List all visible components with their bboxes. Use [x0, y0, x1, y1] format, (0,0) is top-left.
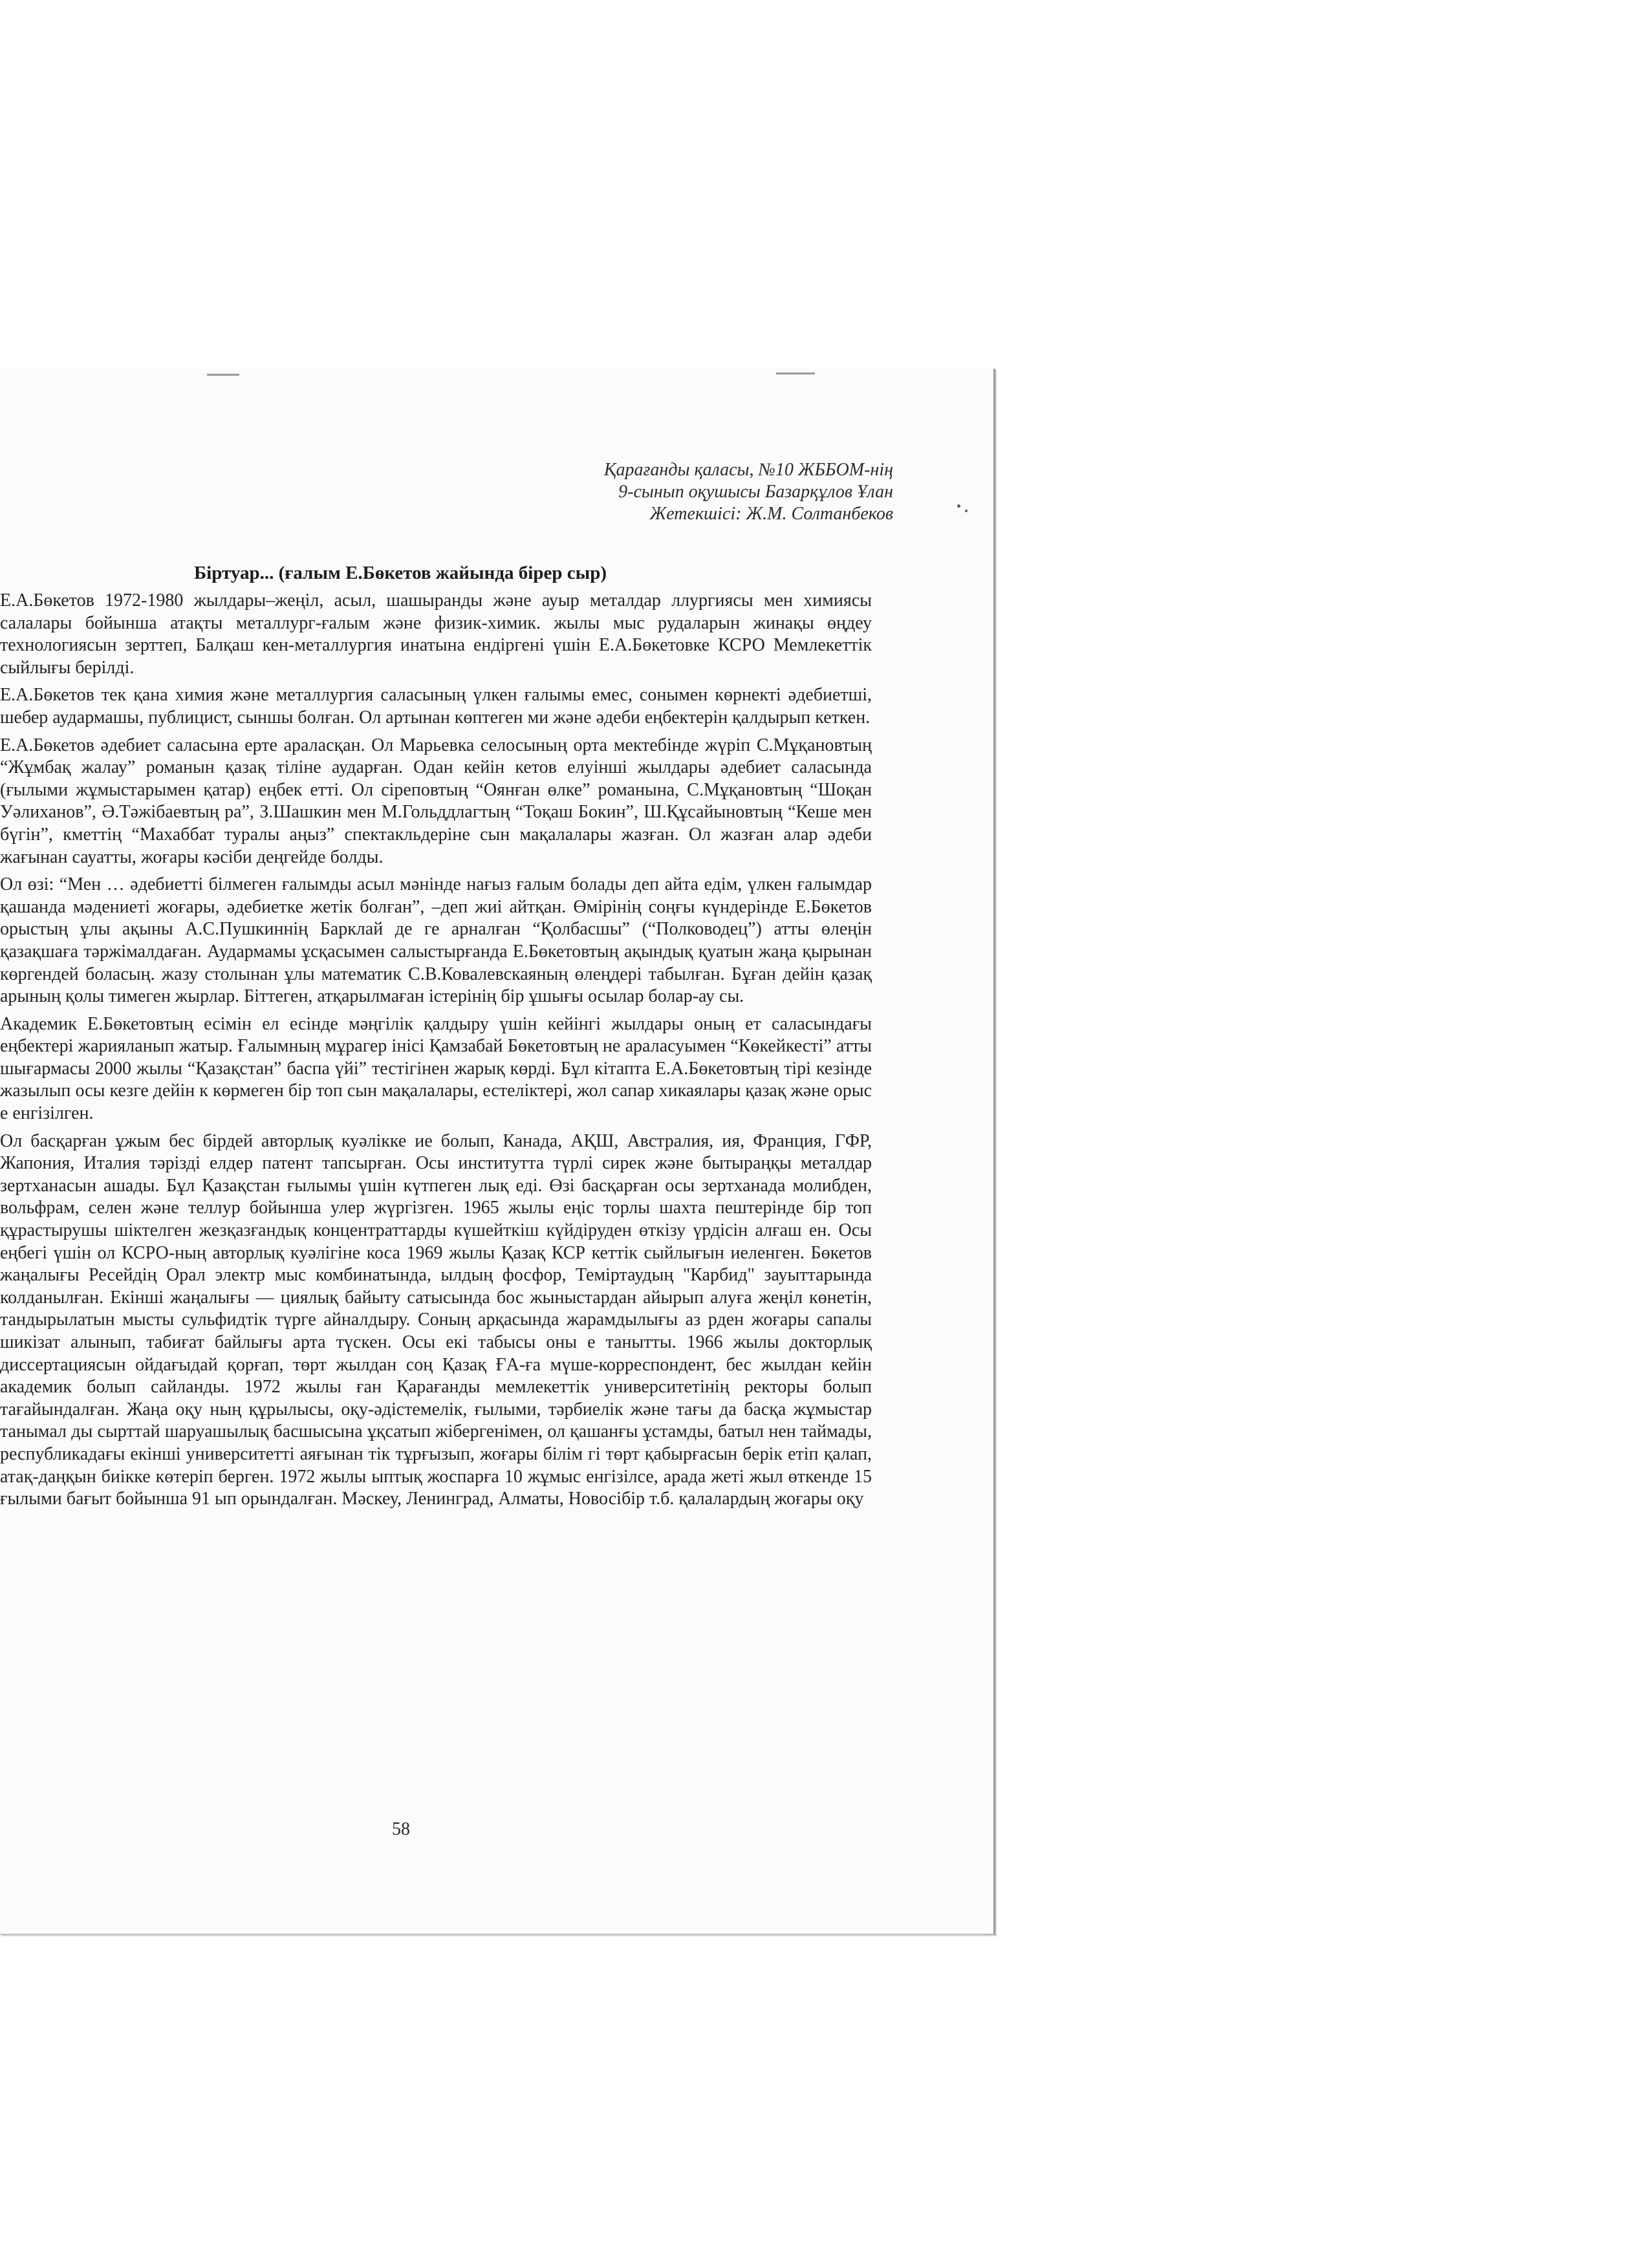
page-edge-shadow	[0, 1934, 984, 1940]
paragraph: Академик Е.Бөкетовтың есімін ел есінде мәңгілік қалдыру үшін кейінгі жылдары оның ет саласындағы еңбектері жарияланып жатыр. Ғалымның мұрагер інісі Қамзабай Бөкетовтың не араласуымен “Көкейкесті” атты шығармасы 2000 жылы “Қазақстан” баспа үйі” тестігінен жарық көрді. Бұл кітапта Е.А.Бөкетовтың тірі кезінде жазылып осы кезге дейін к көрмеген бір топ сын мақалалары, естеліктері, жол сапар хикаялары қазақ және орыс е енгізілген.	[0, 1013, 872, 1124]
page-number: 58	[392, 1819, 410, 1839]
paragraph: Е.А.Бөкетов тек қана химия және металлургия саласының үлкен ғалымы емес, сонымен көрнекті әдебиетші, шебер аудармашы, публицист, сыншы болған. Ол артынан көптеген ми және әдеби еңбектерін қалдырып кеткен.	[0, 685, 872, 728]
byline-school: Қарағанды қаласы, №10 ЖББОМ-нің	[603, 460, 893, 480]
paragraph: Е.А.Бөкетов әдебиет саласына ерте араласқан. Ол Марьевка селосының орта мектебінде жүріп С.Мұқановтың “Жұмбақ жалау” романын қазақ тіліне аударған. Одан кейін кетов елуінші жылдары әдебиет саласында (ғылыми жұмыстарымен қатар) еңбек етті. Ол сіреповтың “Оянған өлке” романына, С.Мұқановтың “Шоқан Уәлиханов”, Ә.Тәжібаевтың ра”, З.Шашкин мен М.Гольддлагтың “Тоқаш Бокин”, Ш.Құсайыновтың “Кеше мен бүгін”, кметтің “Махаббат туралы аңыз” спектакльдеріне сын мақалалары жазған. Ол жазған алар әдеби жағынан сауатты, жоғары кәсіби деңгейде болды.	[0, 735, 872, 867]
paragraph: Ол өзі: “Мен … әдебиетті білмеген ғалымды асыл мәнінде нағыз ғалым болады деп айта едім, үлкен ғалымдар қашанда мәдениеті жоғары, әдебиетке жетік болған”, –деп жиі айтқан. Өмірінің соңғы күндерінде Е.Бөкетов орыстың ұлы ақыны А.С.Пушкиннің Барклай де ге арналған “Қолбасшы” (“Полководец”) атты өлеңін қазақшаға тәржімалдаған. Аудармамы ұсқасымен салыстырғанда Е.Бөкетовтың ақындық қуатын жаңа қырынан көргендей боласың. жазу столынан ұлы математик С.В.Ковалевскаяның өлеңдері табылған. Бұған дейін қазақ арының қолы тимеген жырлар. Біттеген, атқарылмаған істерінің бір ұшығы осылар болар-ау сы.	[0, 874, 872, 1007]
scan-speck	[965, 510, 968, 512]
byline	[604, 459, 893, 525]
article-title: Біртуар... (ғалым Е.Бөкетов жайында бірер сыр)	[194, 563, 607, 583]
scan-mark	[776, 373, 815, 374]
byline-author: 9-сынып оқушысы Базарқұлов Ұлан	[618, 482, 893, 502]
byline-supervisor: Жетекшісі: Ж.М. Солтанбеков	[649, 504, 893, 524]
article-body	[0, 590, 872, 1516]
scan-mark	[207, 374, 239, 376]
scan-speck	[957, 504, 960, 508]
paragraph: Ол басқарған ұжым бес бірдей авторлық куәлікке ие болып, Канада, АҚШ, Австралия, ия, Франция, ГФР, Жапония, Италия тәрізді елдер патент тапсырған. Осы институтта түрлі сирек және бытыраңқы металдар зертханасын ашады. Бұл Қазақстан ғылымы үшін күтпеген лық еді. Өзі басқарған осы зертханада молибден, вольфрам, селен және теллур бойынша улер жүргізген. 1965 жылы еңіс торлы шахта пештерінде бір топ құрастырушы шіктелген жезқазғандық концентраттарды күшейткіш күйдіруден өткізу үрдісін алғаш ен. Осы еңбегі үшін ол КСРО-ның авторлық куәлігіне коса 1969 жылы Қазақ КСР кеттік сыйлығын иеленген. Бөкетов жаңалығы Ресейдің Орал электр мыс комбинатында, ылдың фосфор, Теміртаудың "Карбид" зауыттарында колданылған. Екінші жаңалығы — циялық байыту сатысында бос жыныстардан айырып алуға жеңіл көнетін, тандырылатын мысты сульфидтік түрге айналдыру. Соның арқасында жарамдылығы аз рден жоғары сапалы шикізат алынып, табиғат байлығы арта түскен. Осы екі табысы оны е танытты. 1966 жылы докторлық диссертациясын ойдағыдай қорғап, төрт жылдан соң Қазақ ҒА-ға мүше-корреспондент, бес жылдан кейін академик болып сайланды. 1972 жылы ған Қарағанды мемлекеттік университетінің ректоры болып тағайындалған. Жаңа оқу ның құрылысы, оқу-әдістемелік, ғылыми, тәрбиелік және тағы да басқа жұмыстар танымал ды сырттай шаруашылық басшысына ұқсатып жібергенімен, ол қашанғы ұстамды, батыл нен таймады, республикадағы екінші университетті аяғынан тік тұрғызып, жоғары білім гі төрт қабырғасын берік етіп қалап, атақ-даңқын биікке көтеріп берген. 1972 жылы ыптық жоспарға 10 жұмыс енгізілсе, арада жеті жыл өткенде 15 ғылыми бағыт бойынша 91 ып орындалған. Мәскеу, Ленинград, Алматы, Новосібір т.б. қалалардың жоғары оқу	[0, 1130, 872, 1509]
paragraph: Е.А.Бөкетов 1972-1980 жылдары–жеңіл, асыл, шашыранды және ауыр металдар ллургиясы мен химиясы салалары бойынша атақты металлург-ғалым және физик-химик. жылы мыс рудаларын жинақы өңдеу технологиясын зерттеп, Балқаш кен-металлургия инатына ендіргені үшін Е.А.Бөкетовке КСРО Мемлекеттік сыйлығы берілді.	[0, 590, 872, 678]
scanned-page	[0, 369, 995, 1935]
